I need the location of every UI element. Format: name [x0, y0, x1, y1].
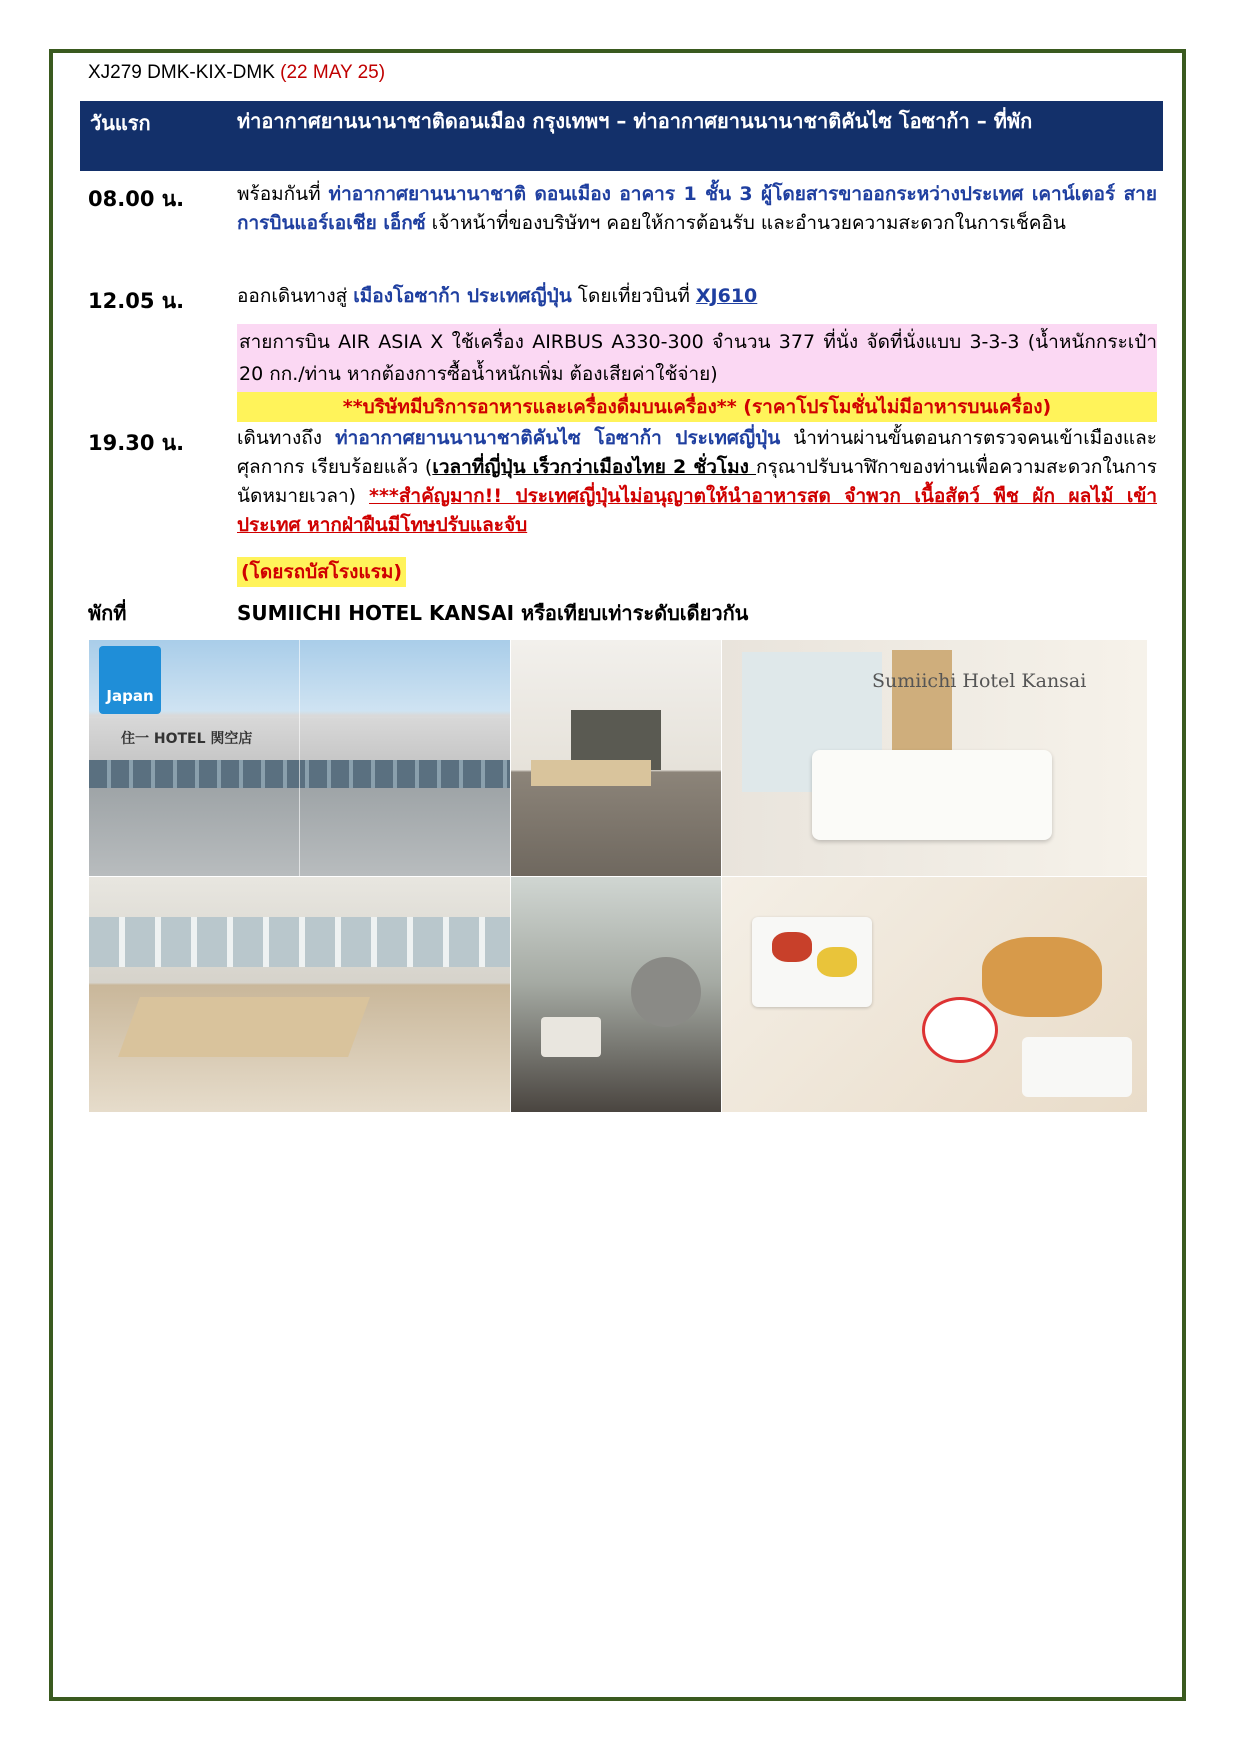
tour-code-header	[88, 62, 385, 84]
hotel-exterior-photo	[89, 640, 510, 876]
time-1930: 19.30 น.	[88, 431, 185, 455]
itinerary-1930-text	[237, 424, 1157, 540]
japan-logo: Japan	[99, 646, 161, 714]
meal-note: **บริษัทมีบริการอาหารและเครื่องดื่มบนเครื่อง** (ราคาโปรโมชั่นไม่มีอาหารบนเครื่อง)	[237, 392, 1157, 422]
text-run: กรุณาปรับนาฬิกาของท่านเพื่อความสะดวกในการนัดหมายเวลา)	[237, 456, 1157, 507]
text-run: เดินทางถึง	[237, 427, 336, 449]
itinerary-1205-text	[237, 282, 1157, 311]
day-header-band	[80, 101, 1163, 171]
food-import-warning: ***สำคัญมาก!! ประเทศญี่ปุ่นไม่อนุญาตให้นำอาหารสด จำพวก เนื้อสัตว์ พืช ผัก ผลไม้ เข้าประเทศ หากฝ่าฝืนมีโทษปรับและจับ	[237, 485, 1158, 536]
hotel-photo-collage	[89, 640, 1147, 1112]
flight-info-box: สายการบิน AIR ASIA X ใช้เครื่อง AIRBUS A330-300 จำนวน 377 ที่นั่ง จัดที่นั่งแบบ 3-3-3 (น้ำหนักกระเป๋า 20 กก./ท่าน หากต้องการซื้อน้ำหนักเพิ่ม ต้องเสียค่าใช้จ่าย)	[237, 324, 1157, 392]
text-run: นำท่านผ่านขั้นตอนการตรวจคนเข้าเมืองและศุลกากร เรียบร้อยแล้ว (	[237, 427, 1157, 478]
tour-code: XJ279 DMK-KIX-DMK	[88, 62, 275, 83]
tour-date: (22 MAY 25)	[280, 62, 386, 83]
text-run: พร้อมกันที่	[237, 183, 329, 205]
hotel-caption: Sumiichi Hotel Kansai	[872, 670, 1087, 692]
buffet-photo	[511, 877, 721, 1112]
hotel-line	[237, 597, 748, 629]
airport-highlight: ท่าอากาศยานนานาชาติ ดอนเมือง อาคาร 1 ชั้น 3 ผู้โดยสารขาออกระหว่างประเทศ เคาน์เตอร์ สายการบินแอร์เอเชีย เอ็กซ์	[237, 183, 1157, 234]
time-1205: 12.05 น.	[88, 289, 185, 313]
text-run: ออกเดินทางสู่	[237, 285, 354, 307]
time-0800: 08.00 น.	[88, 187, 185, 211]
text-run: โดยเที่ยวบินที่	[571, 285, 696, 307]
text-run: เจ้าหน้าที่ของบริษัทฯ คอยให้การต้อนรับ และอำนวยความสะดวกในการเช็คอิน	[425, 212, 1066, 234]
hotel-lobby-photo	[511, 640, 721, 876]
destination-highlight: เมืองโอซาก้า ประเทศญี่ปุ่น	[353, 285, 572, 307]
time-difference-note: เวลาที่ญี่ปุ่น เร็วกว่าเมืองไทย 2 ชั่วโมง	[432, 456, 757, 478]
day-label: วันแรก	[90, 111, 151, 135]
stay-label: พักที่	[88, 601, 127, 625]
hotel-suffix: หรือเทียบเท่าระดับเดียวกัน	[514, 601, 749, 625]
arrival-airport-highlight: ท่าอากาศยานนานาชาติคันไซ โอซาก้า ประเทศญี่ปุ่น	[335, 427, 781, 449]
hotel-room-photo	[722, 640, 1147, 876]
building-sign: 住一 HOTEL 関空店	[121, 731, 253, 747]
day-title: ท่าอากาศยานนานาชาติดอนเมือง กรุงเทพฯ – ท่าอากาศยานนานาชาติคันไซ โอซาก้า – ที่พัก	[237, 109, 1033, 133]
itinerary-0800-text	[237, 180, 1157, 238]
breakfast-food-photo	[722, 877, 1147, 1112]
hotel-name: SUMIICHI HOTEL KANSAI	[237, 601, 515, 625]
hotel-bus-note: (โดยรถบัสโรงแรม)	[237, 557, 406, 587]
restaurant-photo	[89, 877, 510, 1112]
flight-number-link[interactable]: XJ610	[695, 285, 758, 307]
